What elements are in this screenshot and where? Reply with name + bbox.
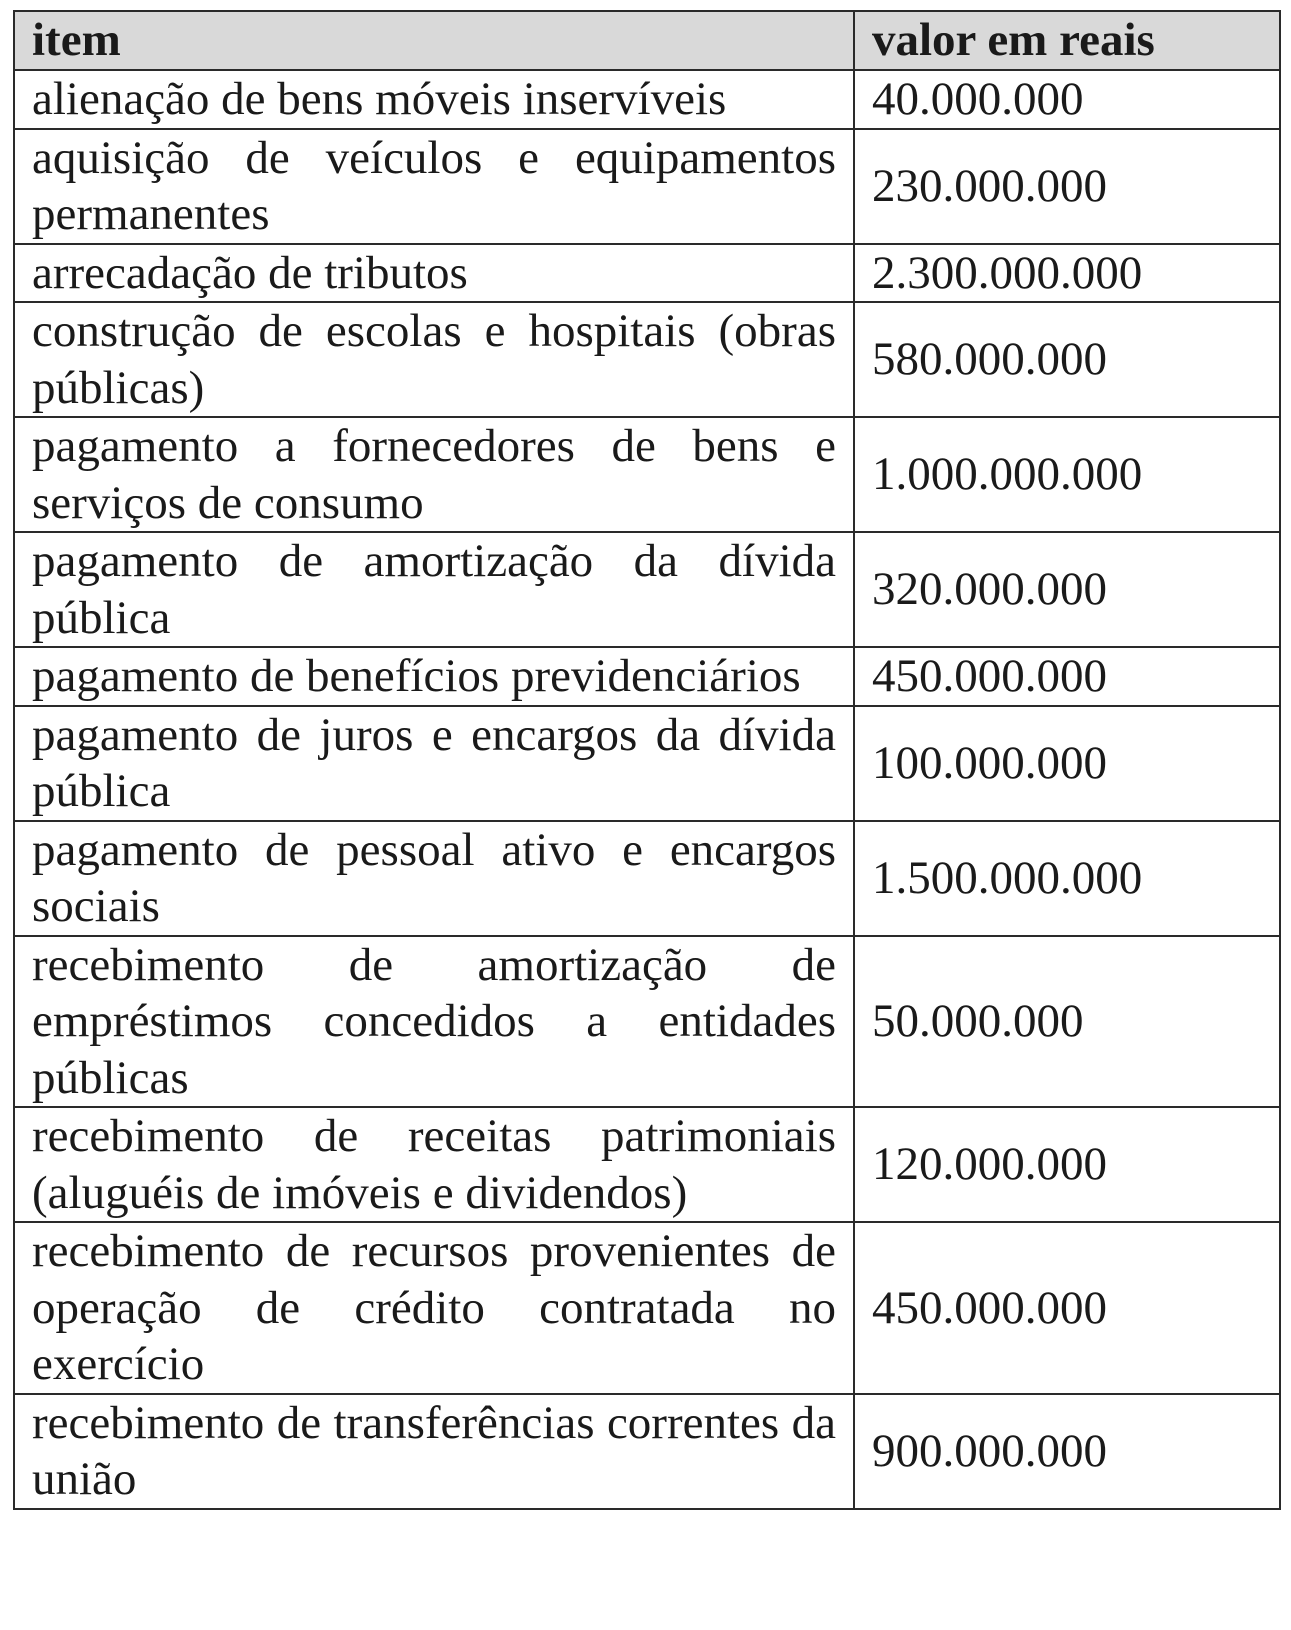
value-cell: 50.000.000 <box>854 936 1280 1108</box>
table-header-row <box>14 11 1280 70</box>
table-row <box>14 70 1280 129</box>
table-row <box>14 1107 1280 1222</box>
value-cell: 40.000.000 <box>854 70 1280 129</box>
item-cell: pagamento de benefícios previdenciários <box>14 647 854 706</box>
value-cell: 120.000.000 <box>854 1107 1280 1222</box>
value-cell: 2.300.000.000 <box>854 244 1280 303</box>
value-cell: 320.000.000 <box>854 532 1280 647</box>
item-cell: recebimento de receitas patrimoniais (aluguéis de imóveis e dividendos) <box>14 1107 854 1222</box>
item-cell: pagamento a fornecedores de bens e serviços de consumo <box>14 417 854 532</box>
item-cell: aquisição de veículos e equipamentos permanentes <box>14 129 854 244</box>
table-row <box>14 417 1280 532</box>
value-cell: 1.000.000.000 <box>854 417 1280 532</box>
table-row <box>14 821 1280 936</box>
value-cell: 450.000.000 <box>854 647 1280 706</box>
column-header-item: item <box>14 11 854 70</box>
item-cell: recebimento de recursos provenientes de operação de crédito contratada no exercício <box>14 1222 854 1394</box>
table-row <box>14 647 1280 706</box>
item-cell: recebimento de amortização de empréstimos concedidos a entidades públicas <box>14 936 854 1108</box>
item-cell: pagamento de juros e encargos da dívida pública <box>14 706 854 821</box>
value-cell: 230.000.000 <box>854 129 1280 244</box>
value-cell: 900.000.000 <box>854 1394 1280 1509</box>
item-cell: alienação de bens móveis inservíveis <box>14 70 854 129</box>
value-cell: 1.500.000.000 <box>854 821 1280 936</box>
column-header-value: valor em reais <box>854 11 1280 70</box>
value-cell: 100.000.000 <box>854 706 1280 821</box>
table-row <box>14 244 1280 303</box>
item-cell: pagamento de amortização da dívida pública <box>14 532 854 647</box>
item-cell: arrecadação de tributos <box>14 244 854 303</box>
table-row <box>14 532 1280 647</box>
item-cell: pagamento de pessoal ativo e encargos sociais <box>14 821 854 936</box>
table-row <box>14 129 1280 244</box>
value-cell: 580.000.000 <box>854 302 1280 417</box>
items-table <box>13 10 1281 1510</box>
table-row <box>14 706 1280 821</box>
table-row <box>14 1222 1280 1394</box>
value-cell: 450.000.000 <box>854 1222 1280 1394</box>
table-row <box>14 936 1280 1108</box>
table-row <box>14 302 1280 417</box>
item-cell: recebimento de transferências correntes da união <box>14 1394 854 1509</box>
table-row <box>14 1394 1280 1509</box>
item-cell: construção de escolas e hospitais (obras públicas) <box>14 302 854 417</box>
